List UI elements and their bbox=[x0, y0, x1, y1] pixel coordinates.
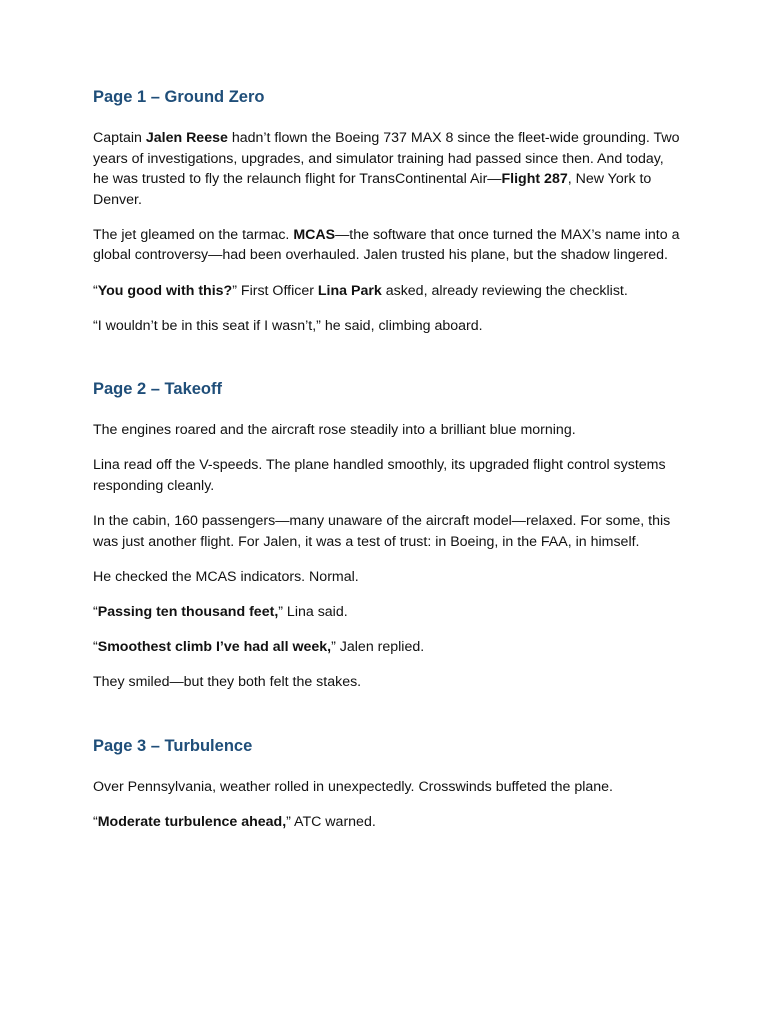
text-run: “ bbox=[93, 813, 98, 830]
text-run: asked, already reviewing the checklist. bbox=[381, 282, 628, 299]
text-run: He checked the MCAS indicators. Normal. bbox=[93, 568, 359, 585]
bold-dialogue: You good with this? bbox=[97, 282, 233, 299]
paragraph bbox=[93, 672, 683, 693]
paragraph bbox=[93, 637, 683, 658]
paragraph bbox=[93, 128, 683, 210]
text-run: Over Pennsylvania, weather rolled in unexpectedly. Crosswinds buffeted the plane. bbox=[93, 778, 613, 795]
paragraph bbox=[93, 225, 683, 266]
text-run: ” First Officer bbox=[232, 282, 318, 299]
paragraph bbox=[93, 812, 683, 833]
text-run: —the software that once turned the MAX’s name into a global controversy—had been overhauled. Jalen trusted his plane, but the shadow lingered. bbox=[93, 226, 680, 264]
bold-flight-number: Flight 287 bbox=[501, 171, 568, 188]
bold-name: Lina Park bbox=[317, 282, 382, 299]
paragraph bbox=[93, 420, 683, 441]
text-run: “ bbox=[93, 282, 98, 299]
section-turbulence bbox=[93, 735, 683, 833]
text-run: Captain bbox=[93, 130, 146, 146]
paragraph bbox=[93, 316, 683, 337]
bold-dialogue: Smoothest climb I’ve had all week, bbox=[97, 638, 332, 655]
text-run: The jet gleamed on the tarmac. bbox=[93, 226, 294, 243]
bold-term: MCAS bbox=[293, 226, 336, 243]
text-run: “I wouldn’t be in this seat if I wasn’t,” he said, climbing aboard. bbox=[93, 317, 483, 334]
text-run: hadn’t flown the Boeing 737 MAX 8 since the fleet-wide grounding. Two years of investigations, upgrades, and simulator training had passed since then. And today, he was trusted to fly the relaunch flight for TransContinental Air— bbox=[93, 130, 680, 188]
paragraph bbox=[93, 455, 683, 496]
section-heading: Page 2 – Takeoff bbox=[93, 380, 222, 399]
paragraph bbox=[93, 281, 683, 302]
section-heading: Page 3 – Turbulence bbox=[93, 736, 253, 755]
paragraph bbox=[93, 511, 683, 552]
bold-dialogue: Passing ten thousand feet, bbox=[97, 603, 279, 620]
paragraph bbox=[93, 777, 683, 798]
section-heading: Page 1 – Ground Zero bbox=[93, 88, 265, 106]
text-run: “ bbox=[93, 638, 98, 655]
paragraph bbox=[93, 602, 683, 623]
text-run: ” ATC warned. bbox=[286, 813, 376, 830]
bold-dialogue: Moderate turbulence ahead, bbox=[97, 813, 287, 830]
paragraph bbox=[93, 567, 683, 588]
text-run: , New York to Denver. bbox=[93, 171, 652, 208]
text-run: In the cabin, 160 passengers—many unaware of the aircraft model—relaxed. For some, this was just another flight. For Jalen, it was a test of trust: in Boeing, in the FAA, in himself. bbox=[93, 513, 671, 550]
bold-name: Jalen Reese bbox=[145, 130, 228, 146]
text-run: The engines roared and the aircraft rose steadily into a brilliant blue morning. bbox=[93, 422, 576, 439]
text-run: They smiled—but they both felt the stakes. bbox=[93, 674, 362, 690]
section-takeoff bbox=[93, 378, 683, 692]
text-run: ” Lina said. bbox=[278, 603, 348, 620]
text-run: “ bbox=[93, 603, 98, 620]
document-page bbox=[93, 86, 683, 847]
text-run: Lina read off the V-speeds. The plane handled smoothly, its upgraded flight control systems responding cleanly. bbox=[93, 457, 666, 494]
text-run: ” Jalen replied. bbox=[331, 638, 425, 655]
section-ground-zero bbox=[93, 86, 683, 336]
